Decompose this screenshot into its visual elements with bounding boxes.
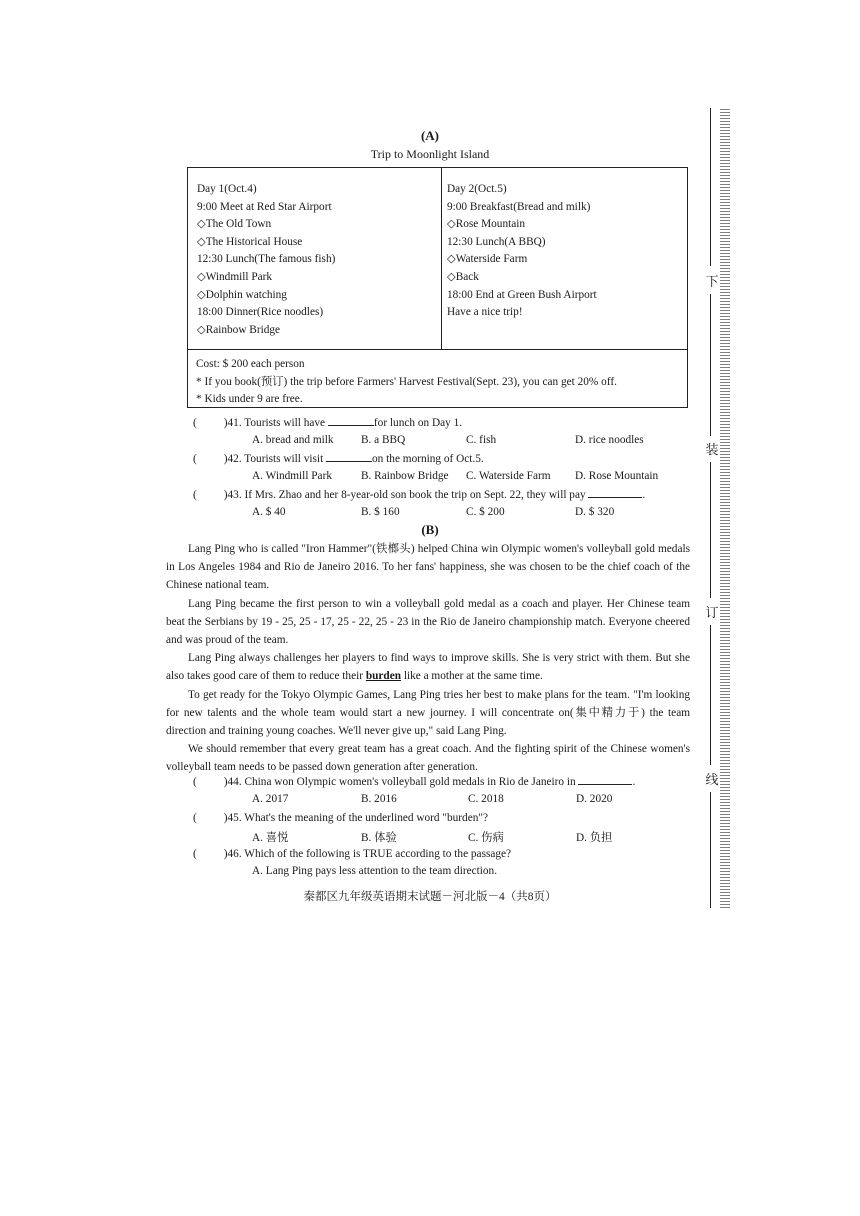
day2-line: 18:00 End at Green Bush Airport (447, 288, 597, 301)
binding-margin (704, 108, 734, 908)
option-c[interactable]: C. 2018 (468, 793, 504, 805)
day1-line: 12:30 Lunch(The famous fish) (197, 253, 336, 266)
binding-char: 订 (705, 606, 719, 621)
page-footer: 秦都区九年级英语期末试题－河北版－4（共8页） (303, 891, 557, 903)
question-text: on the morning of Oct.5. (372, 453, 484, 465)
option-a[interactable]: A. bread and milk (252, 434, 334, 446)
day2-line: Day 2(Oct.5) (447, 183, 507, 195)
underlined-word-burden: burden (365, 670, 401, 683)
answer-paren-open[interactable]: ( (193, 489, 197, 501)
day2-line: 9:00 Breakfast(Bread and milk) (447, 200, 591, 213)
answer-blank (328, 416, 374, 426)
option-b[interactable]: B. 体验 (361, 832, 397, 844)
itinerary-table (187, 167, 688, 408)
answer-blank (578, 775, 632, 785)
paragraph-text: like a mother at the same time. (401, 670, 543, 683)
cost-line: * If you book(预订) the trip before Farmers' Harvest Festival(Sept. 23), you can get 20% off. (196, 375, 617, 388)
day1-line: 18:00 Dinner(Rice noodles) (197, 306, 324, 319)
day1-line: Day 1(Oct.4) (197, 183, 257, 195)
binding-line (710, 625, 711, 765)
binding-line (710, 294, 711, 436)
day1-line: ◇Windmill Park (197, 270, 273, 283)
question-text: What's the meaning of the underlined word "burden"? (244, 812, 488, 824)
question-text: China won Olympic women's volleyball gold medals in Rio de Janeiro in (244, 776, 579, 788)
answer-paren-open[interactable]: ( (193, 848, 197, 860)
day2-line: Have a nice trip! (447, 306, 523, 319)
cost-line: Cost: $ 200 each person (196, 358, 305, 370)
day1-line: ◇Dolphin watching (197, 288, 287, 301)
option-d[interactable]: D. 负担 (576, 832, 613, 844)
binding-line (710, 108, 711, 266)
section-b-label: (B) (421, 522, 439, 537)
day1-line: ◇The Old Town (197, 218, 272, 231)
cost-line: * Kids under 9 are free. (196, 393, 303, 406)
question-text: . (642, 489, 646, 501)
question-text: Tourists will have (244, 417, 328, 429)
answer-paren-close: ) (223, 489, 228, 501)
option-c[interactable]: C. 伤病 (468, 832, 504, 844)
day1-line: ◇Rainbow Bridge (197, 323, 281, 336)
binding-char: 下 (705, 275, 719, 290)
question-number: 41. (227, 417, 242, 429)
answer-paren-open[interactable]: ( (193, 417, 197, 429)
option-b[interactable]: B. Rainbow Bridge (361, 470, 449, 482)
paragraph: Lang Ping who is called "Iron Hammer"(铁榔头) helped China win Olympic women's volleyball gold medals in Los Angeles 1984 and Rio de Janeiro 2016. To her fans' happiness, she was chosen to be the chief coach of the Chinese national team. (166, 543, 690, 592)
trip-title: Trip to Moonlight Island (370, 147, 490, 161)
answer-paren-close: ) (223, 848, 228, 860)
question-number: 45. (227, 812, 242, 824)
option-d[interactable]: D. rice noodles (575, 434, 644, 446)
day2-column (442, 168, 687, 349)
answer-paren-open[interactable]: ( (193, 776, 197, 788)
option-c[interactable]: C. Waterside Farm (466, 470, 551, 482)
answer-paren-close: ) (223, 776, 228, 788)
section-a-label: (A) (420, 128, 440, 143)
question-42 (193, 452, 484, 465)
question-number: 44. (227, 776, 242, 788)
passage-b (166, 540, 690, 777)
day1-line: 9:00 Meet at Red Star Airport (197, 200, 332, 213)
question-44 (193, 775, 635, 788)
option-a[interactable]: A. Lang Ping pays less attention to the team direction. (252, 865, 498, 877)
day2-line: ◇Waterside Farm (447, 253, 528, 266)
answer-blank (326, 452, 372, 462)
option-a[interactable]: A. 2017 (252, 793, 289, 805)
paragraph: We should remember that every great team has a great coach. And the fighting spirit of the Chinese women's volleyball team needs to be passed down generation after generation. (166, 743, 690, 774)
question-45 (193, 812, 488, 824)
question-text: If Mrs. Zhao and her 8-year-old son book the trip on Sept. 22, they will pay (244, 489, 589, 501)
paragraph-text: Lang Ping always challenges her players to find ways to improve skills. She is very strict with them. But she also takes good care of them to reduce their (166, 652, 690, 683)
answer-paren-close: ) (223, 417, 228, 429)
day2-line: ◇Rose Mountain (447, 218, 526, 231)
question-46 (193, 848, 511, 860)
answer-paren-close: ) (223, 453, 228, 465)
answer-blank (588, 488, 642, 498)
question-text: Which of the following is TRUE according to the passage? (244, 848, 512, 860)
binding-char: 线 (705, 773, 719, 788)
paragraph: Lang Ping became the first person to win a volleyball gold medal as a coach and player. Her Chinese team beat the Serbians by 19 - 25, 25 - 17, 25 - 22, 25 - 23 in the Rio de Janeiro championship match. Everyone cheered and was proud of the team. (166, 597, 690, 647)
answer-paren-open[interactable]: ( (193, 453, 197, 465)
option-d[interactable]: D. Rose Mountain (575, 470, 659, 482)
day2-line: 12:30 Lunch(A BBQ) (447, 235, 546, 248)
cost-section (188, 349, 687, 407)
question-number: 42. (227, 453, 242, 465)
question-number: 46. (227, 848, 242, 860)
question-number: 43. (227, 489, 242, 501)
option-d[interactable]: D. $ 320 (575, 506, 615, 518)
answer-paren-open[interactable]: ( (193, 812, 197, 824)
option-b[interactable]: B. $ 160 (361, 506, 400, 518)
question-text: for lunch on Day 1. (373, 417, 463, 429)
question-text: . (632, 776, 636, 788)
question-41 (193, 416, 462, 429)
option-b[interactable]: B. a BBQ (361, 434, 406, 446)
question-43 (193, 488, 645, 501)
binding-line (710, 462, 711, 598)
binding-char: 装 (705, 443, 719, 458)
option-b[interactable]: B. 2016 (361, 793, 397, 805)
paragraph: To get ready for the Tokyo Olympic Games, Lang Ping tries her best to make plans for the team. "I'm looking for new talents and the whole team would start a new journey. I will concentrate on(集中精力于) the team direction and training young coaches. We'll never give up," said Lang Ping. (166, 688, 690, 738)
option-a[interactable]: A. 喜悦 (252, 832, 289, 844)
paragraph (166, 649, 690, 685)
option-a[interactable]: A. $ 40 (252, 506, 286, 518)
option-c[interactable]: C. fish (466, 434, 497, 446)
day1-column (188, 168, 442, 349)
day2-line: ◇Back (447, 270, 479, 283)
binding-line (710, 792, 711, 908)
option-c[interactable]: C. $ 200 (466, 506, 505, 518)
question-text: Tourists will visit (244, 453, 327, 465)
option-d[interactable]: D. 2020 (576, 793, 613, 805)
answer-paren-close: ) (223, 812, 228, 824)
day1-line: ◇The Historical House (197, 235, 303, 248)
option-a[interactable]: A. Windmill Park (252, 470, 332, 482)
